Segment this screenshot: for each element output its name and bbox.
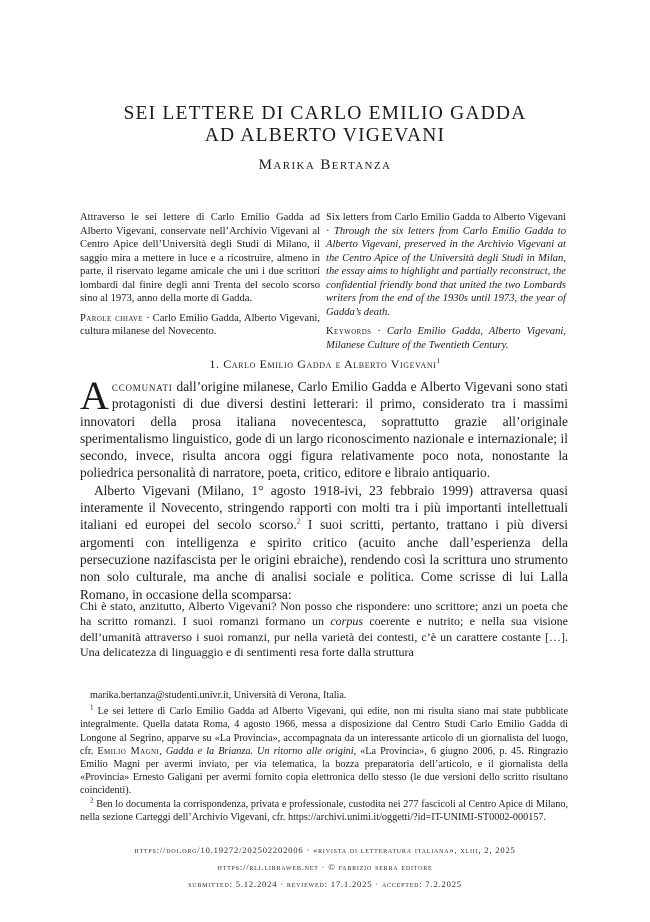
footnote-2-mark: 2 [90, 796, 94, 805]
footer-publisher-line[interactable]: https://rli.libraweb.net · © fabrizio serra editore [217, 862, 433, 872]
quote-emphasis: corpus [330, 614, 364, 629]
drop-cap: A [80, 373, 109, 418]
footnote-1-text-c: , «La Provincia», 6 giugno 2006, p. 45. Ringrazio Emilio Magni per avermi inviato, per via telematica, la bozza preparatoria dell’articolo, e il giornalista della «Provincia» Ernesto Galigani per avermi fornito copia elettronica dello stesso (le due versioni dello scritto risultano coincidenti). [80, 745, 568, 797]
author-affiliation: marika.bertanza@studenti.univr.it, Università di Verona, Italia. [90, 690, 347, 701]
footnote-ref-2[interactable]: 2 [296, 517, 301, 526]
quote-text-b: coerente e nutrito; e nella sua visione dell’umanità attraverso i suoi romanzi, pur nella varietà dei contesti, c’è un carattere costante […]. Una delicatezza di linguaggio e di sentimenti resa forte dalla struttura [80, 614, 568, 660]
article-title [80, 103, 570, 147]
abstract-italian-text: Attraverso le sei lettere di Carlo Emilio Gadda ad Alberto Vigevani, conservate nell’Archivio Vigevani al Centro Apice dell’Università degli Studi di Milano, il saggio mira a mettere in luce e a ricostruire, almeno in parte, il riservato legame amicale che unì i due scrittori lombardi dal finire degli anni Trenta del secolo scorso sino al 1973, anno della morte di Gadda. [80, 212, 320, 304]
footnote-1 [80, 705, 568, 797]
abstract-english-body [326, 211, 566, 319]
paragraph-2-text-a: Alberto Vigevani (Milano, 1° agosto 1918-ivi, 23 febbraio 1999) attraversa quasi interamente il Novecento, stringendo rapporti con molti tra i più importanti intellettuali italiani ed europei del secolo scorso. [80, 482, 568, 533]
abstract-english-text: Through the six letters from Carlo Emilio Gadda to Alberto Vigevani, preserved in the Archivio Vigevani at the Centro Apice of the Università degli Studi in Milan, the essay aims to highlight and partially reconstruct, the confidential friendly bond that united the two Lombards writers from the end of the 1930s until 1973, the year of Gadda’s death. [326, 225, 566, 318]
keywords-italian: Parole chiave · Carlo Emilio Gadda, Alberto Vigevani, cultura milanese del Novecento. [80, 312, 320, 337]
first-word: ccomunati [111, 379, 173, 394]
footnotes [80, 689, 568, 824]
block-quote [80, 599, 568, 661]
abstract-english-lead: Six letters from Carlo Emilio Gadda to Alberto Vigevani · [326, 212, 566, 237]
paragraph-1-text: dall’origine milanese, Carlo Emilio Gadda e Alberto Vigevani sono stati protagonisti di due diversi destini letterari: il primo, considerato tra i massimi innovatori della prosa italiana novecentesca, soprattutto grazie all’originale sperimentalismo linguistico, gode di un largo riconoscimento nazionale e internazionale; il secondo, invece, risulta ancora oggi figura relativamente poco nota, nonostante la poliedrica personalità di narratore, poeta, critico, editore e libraio antiquario. [80, 379, 568, 481]
block-quote-text [80, 599, 568, 661]
paragraph-2-text-b: I suoi scritti, pertanto, trattano i più diversi argomenti con intelligenza e spirito critico (acuito anche dall’esperienza della persecuzione nazifascista per le origini ebraiche), rendendo così la scrittura uno strumento non solo culturale, ma anche di analisi sociale e politica. Come scrisse di lui Lalla Romano, in occasione della scomparsa: [80, 517, 568, 602]
keywords-label-italian: Parole chiave [80, 312, 144, 324]
footer-dates-line: submitted: 5.12.2024 · reviewed: 17.1.2025 · accepted: 7.2.2025 [188, 879, 462, 889]
footnote-1-text-a: Le sei lettere di Carlo Emilio Gadda ad Alberto Vigevani, qui edite, non mi risulta siano mai state pubblicate integralmente. Quella datata Roma, 4 agosto 1966, messa a disposizione dal Centro Studi Carlo Emilio Gadda di Longone al Segrino, apparve su «La Provincia», accompagnata da un interessante articolo di un giornalista del luogo, cfr. [80, 706, 568, 757]
footer-doi-line[interactable]: https://doi.org/10.19272/202502202006 · «rivista di letteratura italiana», xliii, 2, 2025 [134, 845, 516, 855]
keywords-english: Keywords · Carlo Emilio Gadda, Alberto Vigevani, Milanese Culture of the Twentieth Century. [326, 326, 566, 351]
footnote-2 [80, 798, 568, 824]
author-name: Marika Bertanza [258, 157, 392, 173]
keywords-label-english: Keywords [326, 326, 372, 337]
title-line-1: SEI LETTERE DI CARLO EMILIO GADDA [123, 103, 527, 124]
footnote-1-mark: 1 [90, 703, 94, 712]
quote-text-a: Chi è stato, anzitutto, Alberto Vigevani? Non posso che rispondere: uno scrittore; anzi un poeta che ha scritto romanzi. I suoi romanzi formano un [80, 599, 568, 629]
footnote-ref-1[interactable]: 1 [436, 357, 441, 365]
abstract-italian [80, 211, 320, 339]
section-heading [80, 357, 570, 372]
section-heading-text: 1. Carlo Emilio Gadda e Alberto Vigevani [209, 357, 437, 371]
keywords-text-english: Carlo Emilio Gadda, Alberto Vigevani, Milanese Culture of the Twentieth Century. [326, 326, 566, 351]
footnote-1-sep: , [159, 745, 166, 757]
paragraph-1 [80, 373, 568, 482]
keywords-text-italian: Carlo Emilio Gadda, Alberto Vigevani, cultura milanese del Novecento. [80, 312, 320, 337]
body-text [80, 373, 568, 603]
footnote-1-cited-title: Gadda e la Brianza. Un ritorno alle origini [165, 745, 354, 757]
paragraph-2 [80, 482, 568, 603]
title-line-2: AD ALBERTO VIGEVANI [204, 125, 446, 146]
footnote-1-cited-author: Emilio Magni [97, 745, 160, 757]
footnote-2-text: Ben lo documenta la corrispondenza, privata e professionale, custodita nei 277 fascicoli al Centro Apice di Milano, nella sezione Carteggi dell’Archivio Vigevani, cfr. https://archivi.unimi.it/oggetti/?id=IT-UNIMI-ST0002-000157. [80, 798, 568, 823]
abstract-english [326, 211, 566, 352]
